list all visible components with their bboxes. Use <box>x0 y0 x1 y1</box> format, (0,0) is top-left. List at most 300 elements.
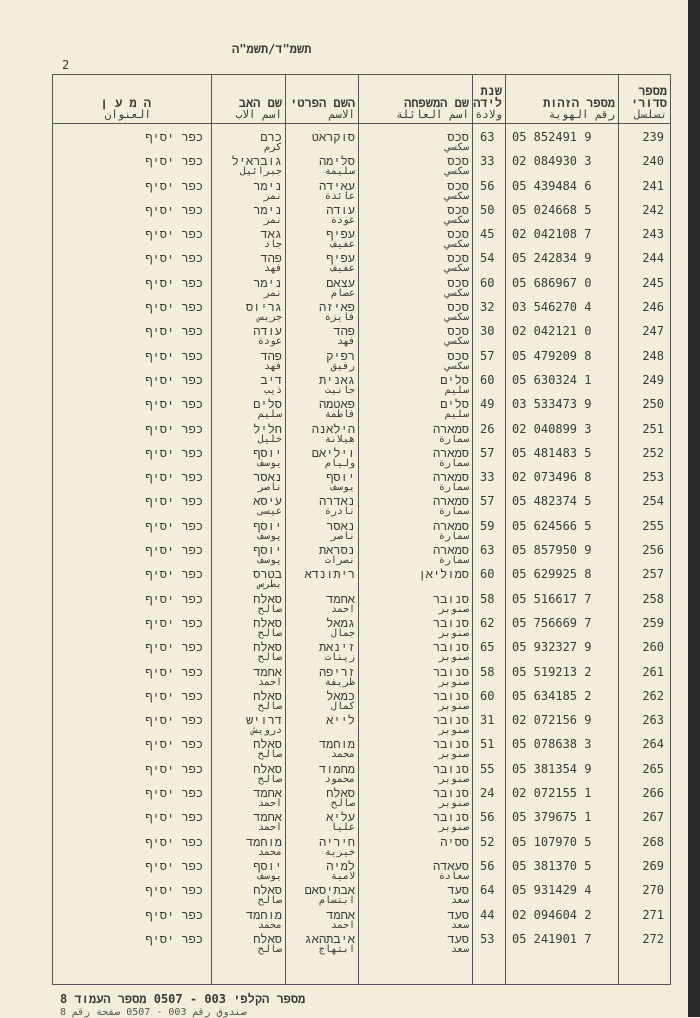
serial-number: 258 <box>642 591 664 606</box>
first-name-hebrew: לייא <box>326 713 355 728</box>
family-name-arabic: صنوبر <box>438 652 469 664</box>
family-name-cell <box>359 829 473 853</box>
first-name-arabic: فايزة <box>324 312 355 324</box>
family-name-hebrew: סנובר <box>432 786 469 801</box>
address-text: כפר יסיף <box>145 300 203 315</box>
first-name-arabic: محمد <box>330 749 355 761</box>
first-name-hebrew: אבתיסאם <box>304 883 355 898</box>
serial-number: 254 <box>642 494 664 509</box>
address-cell <box>53 731 212 755</box>
father-name-arabic: عيسى <box>257 506 282 518</box>
address-text: כפר יסיף <box>145 640 203 655</box>
birth-year: 54 <box>480 251 495 266</box>
first-name-arabic: وليام <box>324 457 355 469</box>
serial-cell <box>619 488 671 512</box>
father-name-hebrew: חליל <box>253 421 282 436</box>
id-number: 05 516617 7 <box>512 591 592 606</box>
first-name-cell <box>286 756 359 785</box>
serial-cell <box>619 610 671 634</box>
father-name-hebrew: אחמד <box>253 786 282 801</box>
serial-cell <box>619 464 671 488</box>
birth-year-cell <box>473 197 506 221</box>
serial-cell <box>619 780 671 804</box>
family-name-arabic: سمارة <box>438 482 469 494</box>
birth-year-cell <box>473 804 506 828</box>
family-name-cell <box>359 804 473 834</box>
id-number: 05 624566 5 <box>512 518 592 533</box>
father-name-hebrew: סאלח <box>253 931 282 946</box>
birth-year-cell <box>473 731 506 755</box>
father-name-arabic: بطرس <box>257 579 282 591</box>
address-cell <box>53 294 212 318</box>
id-number-cell <box>506 586 619 610</box>
address-text: כפר יסיף <box>145 883 203 898</box>
father-name-arabic: جبرائيل <box>239 166 282 178</box>
birth-year: 26 <box>480 421 495 436</box>
serial-cell <box>619 731 671 755</box>
first-name-arabic: لامية <box>330 870 355 882</box>
id-number: 02 072155 1 <box>512 786 592 801</box>
id-number: 05 686967 0 <box>512 275 592 290</box>
address-text: כפר יסיף <box>145 154 203 169</box>
serial-number: 257 <box>642 567 664 582</box>
serial-number: 272 <box>642 931 664 946</box>
table-row <box>53 659 671 683</box>
table-row <box>53 853 671 877</box>
header-id-number: מספר הזהות رقم الهوية <box>506 75 619 124</box>
id-number: 05 852491 9 <box>512 130 592 144</box>
first-name-cell <box>286 416 359 445</box>
family-name-cell <box>359 416 473 445</box>
serial-cell <box>619 683 671 707</box>
first-name-hebrew: כמאל <box>326 688 355 703</box>
id-number-cell <box>506 294 619 318</box>
first-name-cell <box>286 294 359 324</box>
family-name-cell <box>359 780 473 810</box>
table-row <box>53 804 671 828</box>
id-number: 05 756669 7 <box>512 615 592 630</box>
father-name-arabic: محمد <box>257 846 282 858</box>
father-name-arabic: صالح <box>257 943 282 955</box>
family-name-cell <box>359 756 473 785</box>
father-name-arabic: فهد <box>263 263 282 275</box>
address-cell <box>53 902 212 926</box>
birth-year: 60 <box>480 372 495 387</box>
father-name-arabic: سليم <box>257 409 282 421</box>
family-name-cell <box>359 902 473 931</box>
table-header-row <box>53 75 671 124</box>
table-row <box>53 902 671 926</box>
first-name-hebrew: חיריה <box>318 834 355 849</box>
family-name-hebrew: סכס <box>447 348 469 363</box>
empty-row <box>53 950 671 985</box>
address-cell <box>53 318 212 342</box>
birth-year-cell <box>473 853 506 877</box>
family-name-arabic: سكسي <box>444 214 469 226</box>
father-name-cell <box>212 926 286 955</box>
first-name-arabic: ناصر <box>330 530 355 542</box>
family-name-hebrew: סנובר <box>432 664 469 679</box>
birth-year-cell <box>473 488 506 512</box>
family-name-cell <box>359 318 473 348</box>
table-row <box>53 586 671 610</box>
father-name-hebrew: סאלח <box>253 640 282 655</box>
id-number-cell <box>506 659 619 683</box>
family-name-cell <box>359 294 473 324</box>
family-name-arabic: سمارة <box>438 506 469 518</box>
birth-year: 31 <box>480 713 495 728</box>
id-number: 02 084930 3 <box>512 154 592 169</box>
father-name-hebrew: אחמד <box>253 810 282 825</box>
id-number: 05 381354 9 <box>512 761 592 776</box>
father-name-arabic: نمر <box>263 214 282 226</box>
id-number-cell <box>506 610 619 634</box>
father-name-hebrew: סאלח <box>253 737 282 752</box>
address-cell <box>53 756 212 780</box>
family-name-arabic: صنوبر <box>438 725 469 737</box>
family-name-arabic: سكسي <box>444 263 469 275</box>
birth-year: 51 <box>480 737 495 752</box>
family-name-hebrew: ססיה <box>440 834 469 849</box>
birth-year: 58 <box>480 591 495 606</box>
table-row <box>53 367 671 391</box>
birth-year: 59 <box>480 518 495 533</box>
first-name-hebrew: נאדרה <box>318 494 355 509</box>
family-name-hebrew: סעאדה <box>432 858 469 873</box>
father-name-arabic: احمد <box>257 676 282 688</box>
empty-cell <box>473 950 506 985</box>
serial-cell <box>619 804 671 828</box>
id-number-cell <box>506 561 619 585</box>
table-row <box>53 513 671 537</box>
birth-year: 24 <box>480 786 495 801</box>
father-name-hebrew: יוסף <box>253 858 282 873</box>
first-name-arabic: كمال <box>330 700 355 712</box>
serial-number: 248 <box>642 348 664 363</box>
address-text: כפר יסיף <box>145 518 203 533</box>
father-name-hebrew: כרם <box>260 130 282 144</box>
family-name-cell <box>359 731 473 761</box>
first-name-hebrew: עודה <box>326 202 355 217</box>
id-number: 05 630324 1 <box>512 372 592 387</box>
birth-year-cell <box>473 270 506 294</box>
first-name-cell <box>286 343 359 372</box>
id-number: 02 073496 8 <box>512 470 592 485</box>
father-name-cell <box>212 391 286 421</box>
birth-year: 60 <box>480 688 495 703</box>
address-text: כפר יסיף <box>145 130 203 144</box>
first-name-cell <box>286 391 359 421</box>
first-name-arabic: ابتهاج <box>318 943 355 955</box>
father-name-arabic: كرم <box>263 142 282 153</box>
address-cell <box>53 683 212 707</box>
first-name-arabic: سليمة <box>324 166 355 178</box>
family-name-hebrew: סכס <box>447 202 469 217</box>
father-name-arabic: يوسف <box>257 555 282 567</box>
family-name-hebrew: סמארה <box>432 445 469 460</box>
birth-year: 57 <box>480 494 495 509</box>
family-name-arabic: سكسي <box>444 360 469 372</box>
id-number: 02 040899 3 <box>512 421 592 436</box>
birth-year: 56 <box>480 858 495 873</box>
first-name-hebrew: עפיף <box>326 227 355 242</box>
address-cell <box>53 245 212 269</box>
table-row <box>53 756 671 780</box>
page-number: 2 <box>62 58 70 72</box>
first-name-cell <box>286 513 359 542</box>
serial-number: 265 <box>642 761 664 776</box>
father-name-cell <box>212 416 286 445</box>
family-name-hebrew: סנובר <box>432 737 469 752</box>
family-name-hebrew: סנובר <box>432 688 469 703</box>
first-name-hebrew: ויליאם <box>311 445 355 460</box>
first-name-arabic: عائدة <box>324 190 355 202</box>
first-name-hebrew: גאנית <box>318 372 355 387</box>
father-name-hebrew: סאלח <box>253 688 282 703</box>
father-name-hebrew: דרויש <box>245 713 282 728</box>
first-name-arabic: عفيف <box>330 263 355 275</box>
family-name-hebrew: סמארה <box>432 494 469 509</box>
father-name-cell <box>212 343 286 372</box>
first-name-arabic: صالح <box>330 798 355 810</box>
id-number-cell <box>506 780 619 804</box>
address-cell <box>53 416 212 440</box>
id-number-cell <box>506 464 619 488</box>
first-name-cell <box>286 804 359 834</box>
father-name-cell <box>212 537 286 567</box>
family-name-cell <box>359 488 473 518</box>
family-name-arabic: صنوبر <box>438 749 469 761</box>
address-text: כפר יסיף <box>145 907 203 922</box>
father-name-cell <box>212 877 286 907</box>
first-name-cell <box>286 707 359 731</box>
first-name-cell <box>286 780 359 810</box>
family-name-cell <box>359 148 473 178</box>
first-name-arabic: خيرية <box>324 846 355 858</box>
father-name-hebrew: מוחמד <box>245 834 282 849</box>
father-name-cell <box>212 683 286 712</box>
family-name-arabic: سكسي <box>444 336 469 348</box>
table-row <box>53 343 671 367</box>
address-cell <box>53 659 212 683</box>
family-name-hebrew: סנובר <box>432 810 469 825</box>
birth-year-cell <box>473 586 506 610</box>
address-text: כפר יסיף <box>145 251 203 266</box>
father-name-hebrew: סלים <box>253 397 282 412</box>
father-name-arabic: درويش <box>251 725 282 737</box>
serial-number: 245 <box>642 275 664 290</box>
father-name-cell <box>212 853 286 882</box>
birth-year: 32 <box>480 300 495 315</box>
serial-cell <box>619 197 671 221</box>
family-name-cell <box>359 440 473 469</box>
id-number-cell <box>506 877 619 901</box>
birth-year-cell <box>473 902 506 926</box>
address-text: כפר יסיף <box>145 178 203 193</box>
first-name-hebrew: רפיק <box>326 348 355 363</box>
serial-number: 252 <box>642 445 664 460</box>
father-name-cell <box>212 829 286 858</box>
father-name-arabic: ذيب <box>263 384 282 396</box>
father-name-cell <box>212 610 286 639</box>
table-row <box>53 245 671 269</box>
family-name-cell <box>359 537 473 567</box>
father-name-hebrew: יוסף <box>253 543 282 558</box>
first-name-cell <box>286 367 359 396</box>
father-name-arabic: نمر <box>263 190 282 202</box>
first-name-cell <box>286 197 359 226</box>
serial-cell <box>619 829 671 853</box>
family-name-hebrew: סכס <box>447 227 469 242</box>
empty-cell <box>619 950 671 985</box>
id-number-cell <box>506 634 619 658</box>
birth-year-cell <box>473 343 506 367</box>
id-number: 05 932327 9 <box>512 640 592 655</box>
id-number: 03 546270 4 <box>512 300 592 315</box>
id-number-cell <box>506 148 619 172</box>
id-number: 05 107970 5 <box>512 834 592 849</box>
father-name-hebrew: יוסף <box>253 445 282 460</box>
family-name-arabic: صنوبر <box>438 798 469 810</box>
father-name-cell <box>212 221 286 251</box>
id-number-cell <box>506 707 619 731</box>
empty-cell <box>212 950 286 985</box>
table-row <box>53 124 671 149</box>
serial-cell <box>619 221 671 245</box>
first-name-hebrew: למיה <box>326 858 355 873</box>
family-name-cell <box>359 367 473 396</box>
id-number-cell <box>506 343 619 367</box>
birth-year: 55 <box>480 761 495 776</box>
address-text: כפר יסיף <box>145 834 203 849</box>
birth-year-cell <box>473 877 506 901</box>
empty-cell <box>286 950 359 985</box>
id-number: 02 094604 2 <box>512 907 592 922</box>
family-name-arabic: سمارة <box>438 530 469 542</box>
family-name-arabic: صنوبر <box>438 676 469 688</box>
id-number: 05 634185 2 <box>512 688 592 703</box>
first-name-cell <box>286 586 359 615</box>
father-name-hebrew: נימר <box>253 202 282 217</box>
id-number-cell <box>506 537 619 561</box>
id-number: 02 072156 9 <box>512 713 592 728</box>
first-name-arabic: يوسف <box>330 482 355 494</box>
birth-year-cell <box>473 440 506 464</box>
id-number-cell <box>506 513 619 537</box>
birth-year-cell <box>473 707 506 731</box>
family-name-hebrew: סמוליאן <box>418 567 469 582</box>
birth-year-cell <box>473 756 506 780</box>
serial-cell <box>619 173 671 197</box>
address-text: כפר יסיף <box>145 761 203 776</box>
serial-number: 263 <box>642 713 664 728</box>
id-number-cell <box>506 853 619 877</box>
birth-year-cell <box>473 610 506 634</box>
birth-year-cell <box>473 318 506 342</box>
first-name-arabic: فهد <box>336 336 355 348</box>
father-name-hebrew: סאלח <box>253 761 282 776</box>
birth-year-cell <box>473 634 506 658</box>
family-name-cell <box>359 173 473 202</box>
id-number: 05 241901 7 <box>512 931 592 946</box>
id-number-cell <box>506 804 619 828</box>
table-row <box>53 780 671 804</box>
address-cell <box>53 610 212 634</box>
birth-year: 65 <box>480 640 495 655</box>
birth-year: 63 <box>480 130 495 144</box>
family-name-hebrew: סנובר <box>432 640 469 655</box>
father-name-cell <box>212 440 286 469</box>
address-cell <box>53 221 212 245</box>
serial-cell <box>619 318 671 342</box>
father-name-arabic: يوسف <box>257 457 282 469</box>
birth-year-cell <box>473 780 506 804</box>
empty-cell <box>359 950 473 985</box>
address-text: כפר יסיף <box>145 591 203 606</box>
address-cell <box>53 173 212 197</box>
first-name-arabic: زينات <box>324 652 355 664</box>
family-name-hebrew: סכס <box>447 324 469 339</box>
birth-year: 33 <box>480 470 495 485</box>
serial-cell <box>619 294 671 318</box>
table-row <box>53 148 671 172</box>
table-row <box>53 221 671 245</box>
first-name-cell <box>286 537 359 567</box>
father-name-hebrew: סאלח <box>253 615 282 630</box>
id-number: 05 379675 1 <box>512 810 592 825</box>
father-name-hebrew: גאד <box>260 227 282 242</box>
birth-year-cell <box>473 829 506 853</box>
birth-year: 50 <box>480 202 495 217</box>
first-name-hebrew: ריתונדא <box>304 567 355 582</box>
father-name-cell <box>212 245 286 275</box>
id-number-cell <box>506 926 619 950</box>
father-name-arabic: صالح <box>257 773 282 785</box>
birth-year-cell <box>473 416 506 440</box>
father-name-arabic: صالح <box>257 603 282 615</box>
first-name-hebrew: פאטמה <box>318 397 355 412</box>
family-name-cell <box>359 513 473 542</box>
family-name-arabic: صنوبر <box>438 700 469 712</box>
first-name-hebrew: מחמוד <box>318 761 355 776</box>
birth-year: 57 <box>480 348 495 363</box>
first-name-arabic: نادرة <box>324 506 355 518</box>
first-name-hebrew: נאסר <box>326 518 355 533</box>
birth-year-cell <box>473 561 506 585</box>
first-name-cell <box>286 221 359 251</box>
father-name-arabic: نمر <box>263 287 282 299</box>
address-text: כפר יסיף <box>145 494 203 509</box>
serial-cell <box>619 367 671 391</box>
father-name-arabic: احمد <box>257 822 282 834</box>
first-name-cell <box>286 659 359 688</box>
first-name-arabic: نصرات <box>324 555 355 567</box>
birth-year: 63 <box>480 543 495 558</box>
serial-number: 268 <box>642 834 664 849</box>
first-name-arabic: احمد <box>330 603 355 615</box>
first-name-hebrew: נסראת <box>318 543 355 558</box>
serial-cell <box>619 634 671 658</box>
serial-number: 251 <box>642 421 664 436</box>
table-row <box>53 561 671 585</box>
table-row <box>53 464 671 488</box>
father-name-hebrew: נימר <box>253 178 282 193</box>
family-name-cell <box>359 245 473 275</box>
father-name-hebrew: פהד <box>260 348 282 363</box>
address-cell <box>53 343 212 367</box>
father-name-arabic: احمد <box>257 798 282 810</box>
address-cell <box>53 829 212 853</box>
